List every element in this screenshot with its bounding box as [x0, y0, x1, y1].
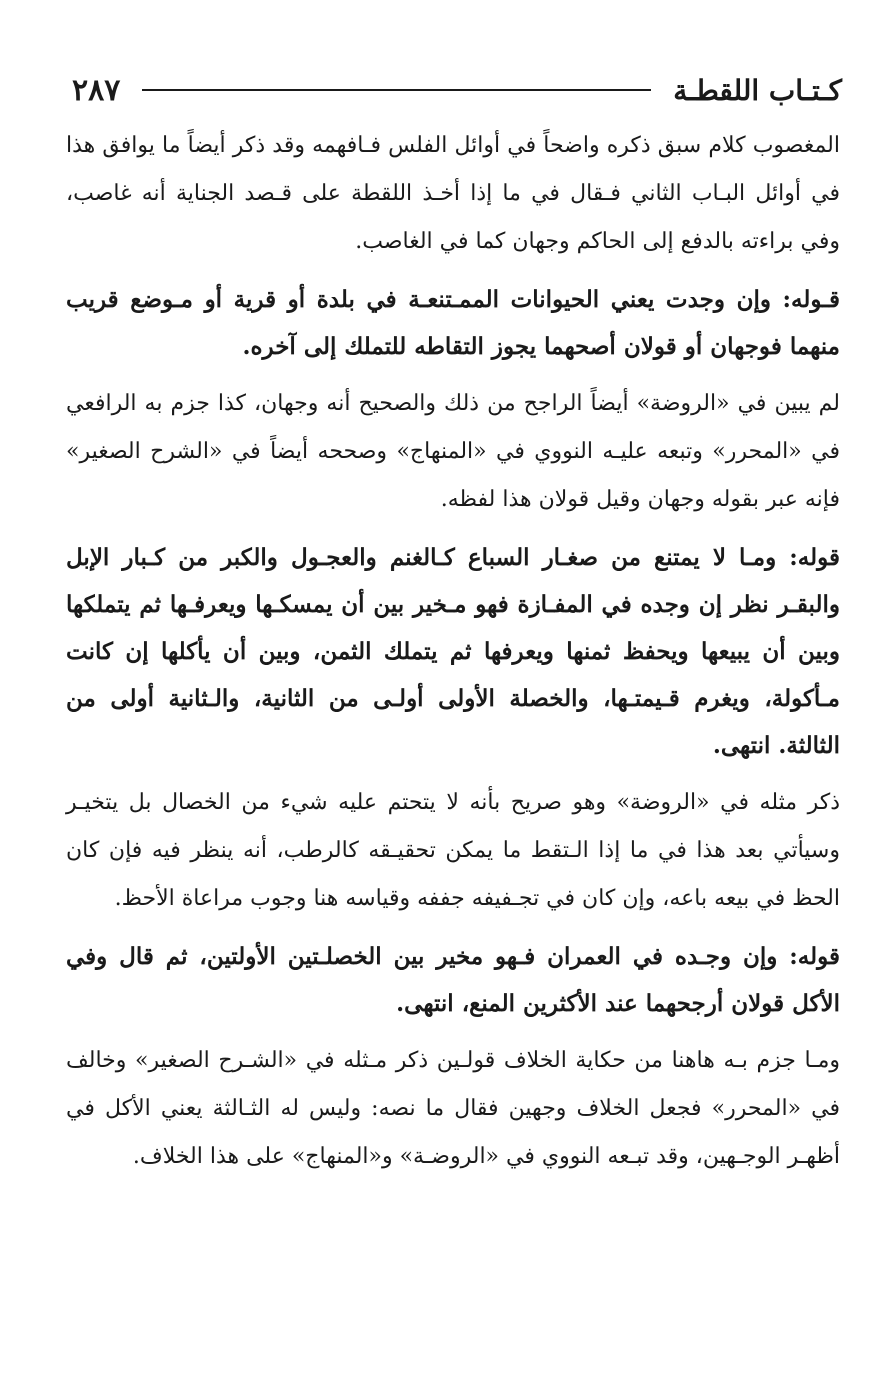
- book-title: كـتـاب اللقطـة: [673, 73, 842, 107]
- page-body: [66, 122, 840, 1181]
- commentary-paragraph: لم يبين في «الروضة» أيضاً الراجح من ذلك والصحيح أنه وجهان، كذا جزم به الرافعي في «المحرر» وتبعه عليـه النووي في «المنهاج» وصححه أيضاً في «الشرح الصغير» فإنه عبر بقوله وجهان وقيل قولان هذا لفظه.: [66, 391, 840, 512]
- quoted-statement: قوله: ومـا لا يمتنع من صغـار السباع كـالغنم والعجـول والكبر من كـبار الإبل والبقـر نظر إن وجده في المفـازة فهو مـخير بين أن يمسكـها ويعرفـها ثم يتملكها وبين أن يبيعها ويحفظ ثمنها ويعرفها ثم يتملك الثمن، وبين أن يأكلها إن كانت مـأكولة، ويغرم قـيمتـها، والخصلة الأولى أولـى من الثانية، والـثانية أولى من الثالثة. انتهى.: [66, 544, 840, 759]
- running-header: [72, 64, 842, 116]
- header-rule: [142, 89, 651, 91]
- quoted-statement: قوله: وإن وجـده في العمران فـهو مخير بين الخصلـتين الأولتين، ثم قال وفي الأكل قولان أرجحهما عند الأكثرين المنع، انتهى.: [66, 943, 840, 1017]
- quoted-statement: قـوله: وإن وجدت يعني الحيوانات الممـتنعـة في بلدة أو قرية أو مـوضع قريب منهما فوجهان أو قولان أصحهما يجوز التقاطه للتملك إلى آخره.: [66, 286, 840, 360]
- commentary-paragraph: المغصوب كلام سبق ذكره واضحاً في أوائل الفلس فـافهمه وقد ذكر أيضاً ما يوافق هذا في أوائل البـاب الثاني فـقال في ما إذا أخـذ اللقطة على قـصد الجناية أنه غاصب، وفي براءته بالدفع إلى الحاكم وجهان كما في الغاصب.: [66, 133, 840, 254]
- page-number: ٢٨٧: [72, 72, 121, 108]
- commentary-paragraph: ومـا جزم بـه هاهنا من حكاية الخلاف قولـين ذكر مـثله في «الشـرح الصغير» وخالف في «المحرر» فجعل الخلاف وجهين فقال ما نصه: وليس له الثـالثة يعني الأكل في أظهـر الوجـهين، وقد تبـعه النووي في «الروضـة» و«المنهاج» على هذا الخلاف.: [66, 1048, 840, 1169]
- commentary-paragraph: ذكر مثله في «الروضة» وهو صريح بأنه لا يتحتم عليه شيء من الخصال بل يتخيـر وسيأتي بعد هذا في ما إذا الـتقط ما يمكن تحقيـقه كالرطب، أنه ينظر فيه فإن كان الحظ في بيعه باعه، وإن كان في تجـفيفه جففه وقياسه هنا وجوب مراعاة الأحظ.: [66, 790, 840, 911]
